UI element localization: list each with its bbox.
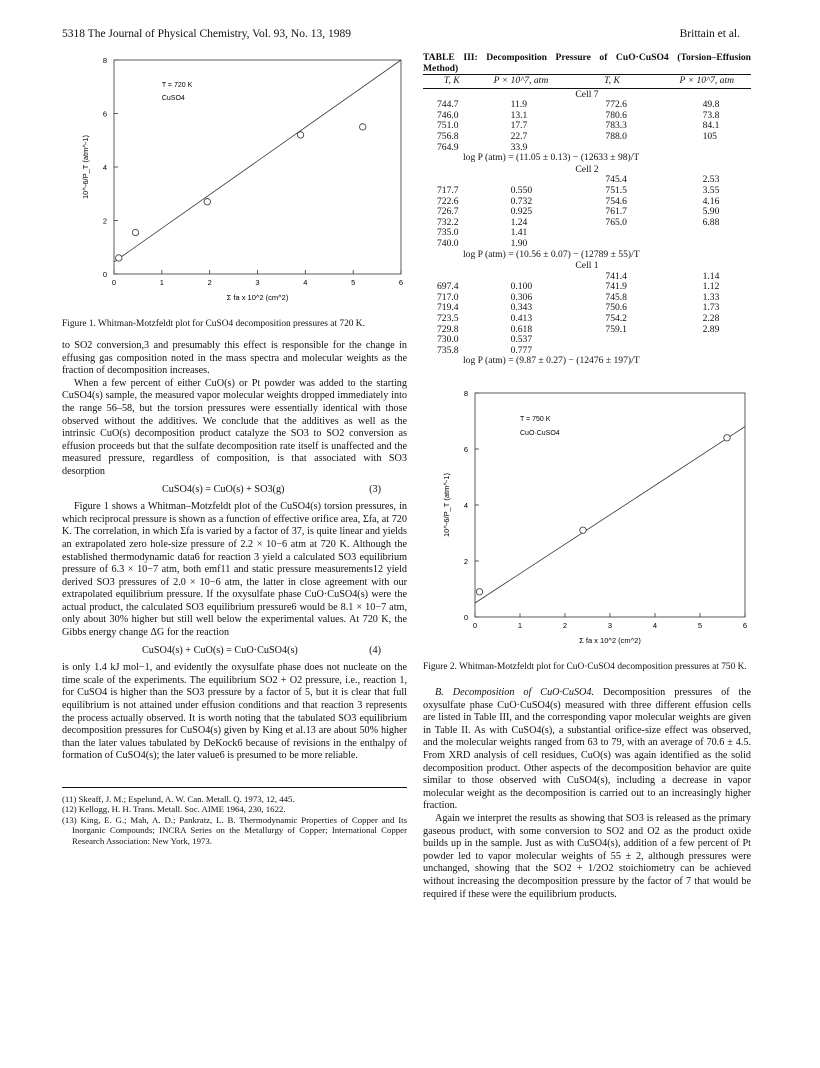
reference-item: (12) Kellogg, H. H. Trans. Metall. Soc. AIME 1964, 230, 1622.: [62, 804, 286, 815]
table-cell: 741.9: [605, 281, 627, 293]
x-tick-label: 6: [398, 278, 404, 287]
table-cell: 697.4: [437, 281, 459, 293]
compound-label: CuSO4: [161, 95, 185, 103]
table-cell: [561, 228, 662, 239]
table-cell: 0.777: [510, 344, 533, 356]
table-cell: 0.537: [510, 334, 533, 346]
equation-number: (3): [369, 483, 381, 495]
table-cell: 732.2: [437, 216, 459, 228]
table-header: T, K: [561, 75, 662, 89]
table-cell: 1.41: [510, 227, 528, 239]
table-cell: 759.1: [605, 323, 627, 335]
table-cell: 17.7: [510, 120, 528, 132]
y-tick-label: 8: [463, 389, 468, 399]
equation-body: CuSO4(s) = CuO(s) + SO3(g): [162, 483, 285, 495]
x-tick-label: 6: [742, 621, 748, 631]
equation-4: [62, 640, 407, 663]
temperature-label: T = 720 K: [161, 81, 193, 89]
log-p-equation: log P (atm) = (10.56 ± 0.07) − (12789 ± 55)/T: [463, 248, 640, 260]
table-cell: 772.6: [605, 99, 627, 111]
table-row: [423, 228, 751, 239]
equation-3: [62, 479, 407, 502]
table-cell: 0.732: [510, 195, 533, 207]
table-row: [423, 314, 751, 325]
table-row: [423, 325, 751, 336]
data-point: [580, 527, 586, 533]
table-cell: 5.90: [702, 206, 720, 218]
table-cell: 751.5: [605, 184, 627, 196]
table-cell: [663, 335, 751, 346]
table-row: [423, 293, 751, 304]
right-column: [423, 52, 751, 901]
paragraph: Figure 1 shows a Whitman–Motzfeldt plot of the CuSO4(s) torsion pressures, in which reciprocal pressure is shown as a function of effective orifice area, Σfa, at 720 K. The correlation, in which Σfa is varied by a factor of 37, is quite linear and yields an extrapolated zero hole-size pressure of 2.2 × 10−6 atm at 720 K. Although the established thermodynamic data6 for reaction 3 yield a calculated SO3 equilibrium pressure of 6.3 × 10−7 atm, both emf11 and static pressure measurements12 yield derived SO3 pressures of 2.0 × 10−6 atm, the latter in close agreement with our extrapolated equilibrium pressure. If the oxysulfate phase CuO·CuSO4(s) were the actual product, the calculated SO3 equilibrium pressure6 would be 8.1 × 10−7 atm, only about 30% higher but still well below the experimental values. At 720 K, the Gibbs energy change ΔG for the reaction: [62, 501, 407, 639]
table-cell: 1.33: [702, 291, 720, 303]
data-point: [297, 132, 303, 138]
table-cell-group-row: [423, 88, 751, 100]
table-row: [423, 207, 751, 218]
x-tick-label: 2: [562, 621, 568, 631]
table-cell: 729.8: [437, 323, 459, 335]
reference-item: (11) Skeaff, J. M.; Espelund, A. W. Can. Metall. Q. 1973, 12, 445.: [62, 794, 295, 804]
table-cell: 1.90: [510, 237, 528, 249]
table-cell: 788.0: [605, 130, 627, 142]
cell-label: Cell 1: [575, 260, 599, 272]
table-cell: 0.306: [510, 291, 533, 303]
paragraph: is only 1.4 kJ mol−1, and evidently the oxysulfate phase does not nucleate on the time scale of the experiments. The equilibrium SO2 + O2 pressure, i.e., reaction 1, for CuSO4 is higher than the SO3 pressure by a factor of 5, but it is clear that full equilibrium is not attained under effusion conditions and that reaction 3 represents the process actually observed. It is worth noting that the tabulated SO3 equilibrium decomposition pressures for CuSO4(s) given by King et al.13 are about 50% higher than the later values tabulated by DeKock6 because of revisions in the enthalpy of formation of CuSO4(s); the later value6 is presumed to be more reliable.: [62, 662, 407, 762]
x-tick-label: 2: [207, 278, 212, 287]
table-row: [423, 218, 751, 229]
table-cell: 726.7: [437, 206, 459, 218]
x-tick-label: 5: [351, 278, 356, 287]
table-cell: 780.6: [605, 109, 627, 121]
table-cell: 6.88: [702, 216, 720, 228]
x-tick-label: 3: [607, 621, 613, 631]
fit-line: [475, 427, 745, 603]
data-point: [476, 589, 482, 595]
plot-frame: [475, 393, 745, 617]
table-cell: 0.618: [510, 323, 533, 335]
references: [62, 787, 407, 846]
section-title: B. Decomposition of CuO·CuSO4.: [435, 687, 595, 699]
table-cell: [663, 143, 751, 154]
table-cell: 4.16: [702, 195, 720, 207]
table-header-row: [423, 75, 751, 89]
y-tick-label: 4: [463, 501, 468, 511]
paragraph: to SO2 conversion,3 and presumably this effect is responsible for the change in effusing gas composition noted in the mass spectra and molecular weights as the fraction of decomposition increases.: [62, 340, 407, 377]
y-tick-label: 2: [102, 216, 107, 226]
table-cell: 745.4: [605, 174, 627, 186]
table-cell: 764.9: [437, 141, 459, 153]
table-cell: 744.7: [437, 99, 459, 111]
table-cell: 750.6: [605, 302, 627, 314]
table-cell: 717.7: [437, 184, 459, 196]
table-cell: 0.343: [510, 302, 533, 314]
x-tick-label: 1: [159, 278, 164, 287]
table-cell: 49.8: [702, 99, 720, 111]
table-header: P × 10^7, atm: [663, 75, 751, 89]
table-row: [423, 335, 751, 346]
table-row: [423, 111, 751, 122]
table-cell: 751.0: [437, 120, 459, 132]
table-cell: 2.53: [702, 174, 720, 186]
table-row: [423, 100, 751, 111]
y-tick-label: 4: [102, 163, 107, 172]
table-cell: 723.5: [437, 313, 459, 325]
table-cell: 756.8: [437, 130, 459, 142]
table-cell: 0.550: [510, 184, 533, 196]
table-cell: 783.3: [605, 120, 627, 132]
x-tick-label: 0: [472, 621, 478, 631]
x-tick-label: 4: [652, 621, 658, 631]
data-point: [204, 199, 210, 205]
table-header: T, K: [423, 75, 481, 89]
table-row: [423, 239, 751, 250]
table-cell: 765.0: [605, 216, 627, 228]
table-cell: [561, 335, 662, 346]
table-cell: 22.7: [510, 130, 528, 142]
compound-label: CuO·CuSO4: [520, 430, 560, 438]
equation-row: [423, 356, 751, 367]
table-cell: 754.2: [605, 313, 627, 325]
x-tick-label: 5: [697, 621, 703, 631]
table-cell: 0.413: [510, 313, 533, 325]
table-row: [423, 197, 751, 208]
y-axis-label: 10^-6/P_T (atm^-1): [81, 134, 90, 200]
plot-frame: [114, 60, 401, 274]
x-axis-label: Σ fa x 10^2 (cm^2): [579, 636, 641, 646]
table-cell: [663, 228, 751, 239]
table-cell: 1.14: [702, 270, 720, 282]
data-point: [724, 435, 730, 441]
table-header: P × 10^7, atm: [481, 75, 562, 89]
x-tick-label: 0: [111, 278, 117, 287]
table-cell: 722.6: [437, 195, 459, 207]
table-cell: 741.4: [605, 270, 627, 282]
figure-2-plot: [423, 385, 751, 653]
table-row: [423, 186, 751, 197]
x-tick-label: 4: [303, 278, 308, 287]
table-cell: 0.100: [510, 281, 533, 293]
data-point: [116, 255, 122, 261]
table-cell: 1.24: [510, 216, 528, 228]
table-cell: 717.0: [437, 291, 459, 303]
table-cell: 2.89: [702, 323, 720, 335]
table-cell: 761.7: [605, 206, 627, 218]
y-tick-label: 2: [463, 557, 468, 567]
log-p-equation: log P (atm) = (11.05 ± 0.13) − (12633 ± 98)/T: [463, 152, 640, 164]
y-tick-label: 8: [102, 56, 107, 65]
table-row: [423, 175, 751, 186]
y-tick-label: 0: [463, 613, 468, 623]
table-row: [423, 282, 751, 293]
y-tick-label: 6: [102, 109, 107, 119]
table-cell: 11.9: [510, 99, 527, 111]
x-tick-label: 1: [517, 621, 523, 631]
table-cell: 0.925: [510, 206, 533, 218]
equation-row: [423, 250, 751, 261]
y-tick-label: 0: [102, 270, 107, 279]
fit-line: [114, 60, 401, 262]
paragraph: When a few percent of either CuO(s) or Pt powder was added to the starting CuSO4(s) sample, the measured vapor molecular weights dropped immediately into the range 56–58, but the torsion pressures were essentially identical with those observed without the additives. We conclude that the additives as well as the intrinsic CuO(s) decomposition product catalyze the SO3 to SO2 conversion as effusion proceeds but that the sulfate decomposition rate itself is unaffected and the measured pressure, regardless of composition, is that associated with SO3 desorption: [62, 377, 407, 477]
running-header-left: 5318 The Journal of Physical Chemistry, Vol. 93, No. 13, 1989: [62, 28, 351, 40]
table-cell: [663, 346, 751, 357]
table-cell-group-row: [423, 260, 751, 272]
table-cell: 2.28: [702, 313, 720, 325]
table-cell: [561, 239, 662, 250]
table-cell: 84.1: [702, 120, 720, 132]
table-cell: 730.0: [437, 334, 459, 346]
equation-row: [423, 153, 751, 164]
cell-label: Cell 2: [575, 163, 599, 175]
table-cell: 745.8: [605, 291, 627, 303]
table-cell: 754.6: [605, 195, 627, 207]
log-p-equation: log P (atm) = (9.87 ± 0.27) − (12476 ± 197)/T: [463, 355, 640, 367]
table-cell: 33.9: [510, 141, 528, 153]
table-row: [423, 303, 751, 314]
table-cell: 105: [702, 130, 717, 142]
table-cell: 746.0: [437, 109, 459, 121]
table-cell: 13.1: [510, 109, 528, 121]
table-cell: 3.55: [702, 184, 720, 196]
temperature-label: T = 750 K: [520, 416, 551, 424]
table-cell: 1.73: [702, 302, 720, 314]
figure-1-plot: [62, 52, 407, 310]
data-point: [132, 229, 138, 235]
running-header-right: Brittain et al.: [679, 28, 740, 40]
paragraph: Decomposition pressures of the oxysulfate phase CuO·CuSO4(s) measured with three different effusion cells are listed in Table III, and the corresponding vapor molecular weights are given in Table II. As with CuSO4(s), a substantial orifice-size effect was observed, and the molecular weights ranged from 63 to 79, with an average of 70.6 ± 4.5. From XRD analysis of cell residues, CuO(s) was again identified as the solid decomposition product. Other aspects of the decomposition behavior are quite similar to those observed with CuSO4(s), including a decrease in vapor molecular weight as the decomposition is carried out to an increasingly higher fraction.: [423, 687, 751, 812]
table-cell: 1.12: [702, 281, 720, 293]
figure-2-caption: Figure 2. Whitman-Motzfeldt plot for CuO·CuSO4 decomposition pressures at 750 K.: [423, 661, 747, 672]
equation-number: (4): [369, 644, 381, 656]
table-row: [423, 132, 751, 143]
y-tick-label: 6: [463, 445, 468, 455]
equation-body: CuSO4(s) + CuO(s) = CuO·CuSO4(s): [142, 644, 298, 656]
table-cell: [663, 239, 751, 250]
figure-1-caption: Figure 1. Whitman-Motzfeldt plot for CuSO4 decomposition pressures at 720 K.: [62, 318, 365, 329]
paragraph: Again we interpret the results as showing that SO3 is released as the primary gaseous product, with some conversion to SO2 and O2 as the product oxide builds up in the sample. Just as with CuSO4(s), addition of a few percent of Pt powder led to vapor molecular weights of 55 ± 2, although pressures were unchanged, showing that the SO2 + 1/2O2 stoichiometry can be achieved without increasing the decomposition pressure by the factor of 7 that would be required if these were the equilibrium products.: [423, 812, 751, 900]
table-cell: 735.8: [437, 344, 459, 356]
table-row: [423, 121, 751, 132]
table-row: [423, 272, 751, 283]
left-column: [62, 52, 407, 846]
table-3-title: TABLE III: Decomposition Pressure of CuO·CuSO4 (Torsion–Effusion Method): [423, 52, 751, 74]
table-3: [423, 74, 751, 367]
x-axis-label: Σ fa x 10^2 (cm^2): [226, 293, 289, 302]
x-tick-label: 3: [255, 278, 260, 287]
cell-label: Cell 7: [575, 88, 599, 100]
data-point: [360, 124, 366, 130]
table-cell: 735.0: [437, 227, 459, 239]
table-cell-group-row: [423, 164, 751, 176]
table-cell: 719.4: [437, 302, 459, 314]
reference-item: (13) King, E. G.; Mah, A. D.; Pankratz, L. B. Thermodynamic Properties of Copper and Its Inorganic Compounds; INCRA Series on the Metallurgy of Copper; International Copper Research Association: New York, 1973.: [62, 814, 407, 846]
y-axis-label: 10^-6/P_T (atm^-1): [442, 473, 451, 538]
table-cell: 740.0: [437, 237, 459, 249]
table-cell: 73.8: [702, 109, 720, 121]
